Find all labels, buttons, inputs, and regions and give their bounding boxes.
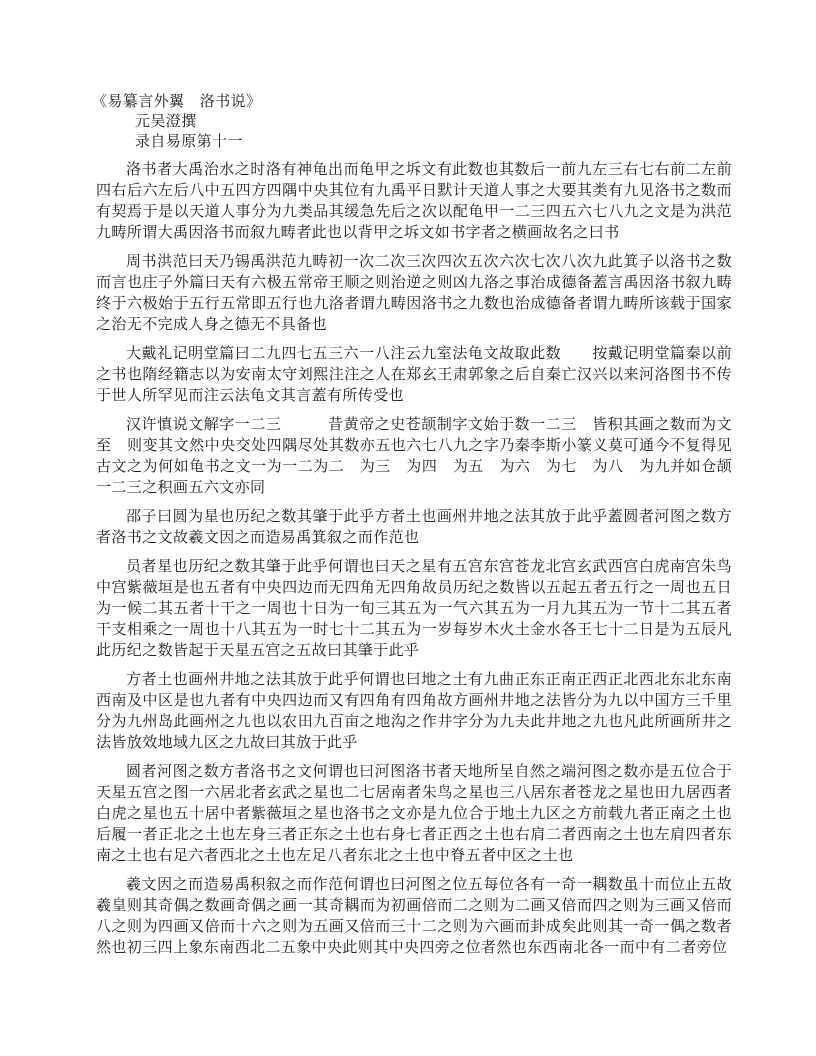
paragraph: 邵子曰圆为星也历纪之数其肇于此乎方者土也画州井地之法其放于此乎蓋圆者河图之数方者洛书之文故羲文因之而造易禹箕叙之而作范也 <box>96 509 732 546</box>
paragraph: 大戴礼记明堂篇曰二九四七五三六一八注云九室法龟文故取此数 按戴记明堂篇秦以前之书也隋经籍志以为安南太守刘熙注注之人在郑玄王肃郭象之后自秦亡汉兴以来河洛图书不传于世人所罕见而注云法龟文其言蓋有所传受也 <box>96 346 732 404</box>
paragraph: 方者土也画州井地之法其放于此乎何谓也曰地之土有九曲正东正南正西正北西北东北东南西南及中区是也九者有中央四边而又有四角有四角故方画州井地之法皆分为九以中国方三千里分为九州岛此画州之九也以农田九百亩之地沟之作井字分为九夫此井地之九也凡此所画所井之法皆放效地域九区之九故曰其放于此乎 <box>96 672 732 751</box>
paragraph: 汉许慎说文解字一二三 昔黄帝之史苍颉制字文始于数一二三 皆积其画之数而为文至 则变其文然中央交处四隅尽处其数亦五也六七八九之字乃秦李斯小篆义莫可通今不复得见古文之为何如龟书之文一为一二为二 为三 为四 为五 为六 为七 为八 为九并如仓颉一二三之积画五六文亦同 <box>96 417 732 496</box>
paragraph: 羲文因之而造易禹积叙之而作范何谓也曰河图之位五每位各有一奇一耦数虽十而位止五故羲皇则其奇偶之数画奇偶之画一其奇耦而为初画倍而二之则为二画又倍而四之则为三画又倍而八之则为四画又倍而十六之则为五画又倍而三十二之则为六画而卦成矣此则其一奇一偶之数者然也初三四上象东南西北二五象中央此则其中央四旁之位者然也东西南北各一而中有二者旁位 <box>96 877 732 956</box>
paragraph: 周书洪范曰天乃锡禹洪范九畴初一次二次三次四次五次六次七次八次九此箕子以洛书之数而言也庄子外篇曰天有六极五常帝王顺之则治逆之则凶九洛之事治成德备蓋言禹因洛书叙九畴终于六极始于五行五常即五行也九洛者谓九畴因洛书之九数也治成德备者谓九畴所该载于国家之治无不完成人身之德无不具备也 <box>96 254 732 333</box>
paragraph: 洛书者大禹治水之时洛有神龟出而龟甲之坼文有此数也其数后一前九左三右七右前二左前四右后六左后八中五四方四隅中央其位有九禹平日默计天道人事之大要其类有九见洛书之数而有契焉于是以天道人事分为九类品其缓急先后之次以配龟甲一二三四五六七八九之文是为洪范九畴所谓大禹因洛书而叙九畴者此也以背甲之坼文如书字者之横画故名之曰书 <box>96 162 732 241</box>
doc-byline: 元吴澄撰 <box>135 114 197 130</box>
doc-header <box>92 92 732 152</box>
paragraph: 员者星也历纪之数其肇于此乎何谓也曰天之星有五宫东宫苍龙北宫玄武西宫白虎南宫朱鸟中宫紫薇垣是也五者有中央四边而无四角无四角故员历纪之数皆以五起五者五行之一周也五日为一候二其五者十干之一周也十日为一旬三其五为一气六其五为一月九其五为一节十二其五者干支相乘之一周也十八其五为一时七十二其五为一岁每岁木火土金水各王七十二日是为五辰凡此历纪之数皆起于天星五宫之五故曰其肇于此乎 <box>96 559 732 659</box>
doc-body <box>96 160 732 959</box>
doc-source-line: 录自易原第十一 <box>135 134 243 150</box>
doc-title: 《易纂言外翼 洛书说》 <box>92 94 262 110</box>
paragraph: 圆者河图之数方者洛书之文何谓也曰河图洛书者天地所呈自然之端河图之数亦是五位合于天星五宫之图一六居北者玄武之星也二七居南者朱鸟之星也三八居东者苍龙之星也田九居西者白虎之星也五十居中者紫薇垣之星也洛书之文亦是九位合于地土九区之方前载九者正南之土也后履一者正北之土也左身三者正东之土也右身七者正西之土也右肩二者西南之土也左肩四者东南之土也右足六者西北之土也左足八者东北之土也中脊五者中区之土也 <box>96 764 732 864</box>
